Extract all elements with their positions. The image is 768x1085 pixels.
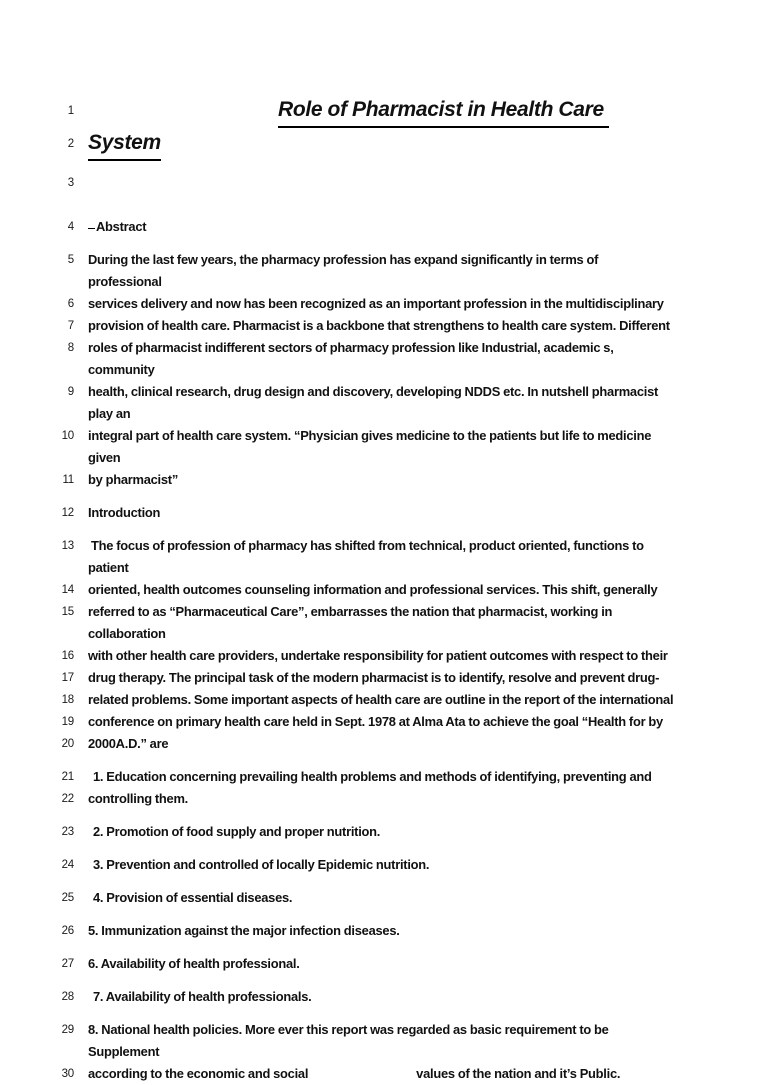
- introduction-line: [0, 535, 768, 579]
- document-title-line-2: [88, 128, 674, 161]
- spacer: [0, 975, 768, 986]
- list-item: [0, 986, 768, 1008]
- list-item-continuation: [0, 1063, 768, 1085]
- line-number: 26: [61, 925, 74, 937]
- document-title-line-1: [88, 95, 674, 128]
- introduction-line: [0, 579, 768, 601]
- introduction-line-text: referred to as “Pharmaceutical Care”, embarrasses the nation that pharmacist, working in collaboration: [88, 604, 616, 641]
- list-item-text: 6. Availability of health professional.: [88, 956, 300, 971]
- abstract-heading: [88, 216, 674, 238]
- introduction-heading-row: [0, 502, 768, 524]
- list-item-text-split: [88, 1063, 674, 1085]
- list-item-text: 8. National health policies. More ever this report was regarded as basic requirement to be Supplement: [88, 1022, 612, 1059]
- list-item: [0, 953, 768, 975]
- introduction-line: [0, 601, 768, 645]
- introduction-line: [0, 689, 768, 711]
- spacer: [0, 194, 768, 205]
- line-number: 9: [67, 386, 74, 398]
- line-number: 14: [61, 584, 74, 596]
- line-number: 12: [61, 507, 74, 519]
- line-number: 24: [61, 859, 74, 871]
- list-item-text: 3. Prevention and controlled of locally Epidemic nutrition.: [93, 857, 430, 872]
- list-item-text: controlling them.: [88, 791, 189, 806]
- line-number: 20: [61, 738, 74, 750]
- line-number: 30: [61, 1068, 74, 1080]
- list-item-text-part-1: according to the economic and social: [88, 1066, 309, 1081]
- blank-line-row: [0, 172, 768, 194]
- spacer: [0, 876, 768, 887]
- abstract-line-text: integral part of health care system. “Physician gives medicine to the patients but life to medicine given: [88, 428, 655, 465]
- line-number: 16: [61, 650, 74, 662]
- line-number: 22: [61, 793, 74, 805]
- list-item: [0, 766, 768, 788]
- title-row-2: [0, 128, 768, 161]
- introduction-line: [0, 645, 768, 667]
- leading-underscore-mark: [88, 228, 95, 229]
- introduction-line: [0, 733, 768, 755]
- document-body: [0, 95, 768, 1085]
- abstract-line-text: During the last few years, the pharmacy profession has expand significantly in terms of professional: [88, 252, 602, 289]
- line-number: 13: [61, 540, 74, 552]
- line-number: 8: [67, 342, 74, 354]
- line-number: 25: [61, 892, 74, 904]
- abstract-line-text: provision of health care. Pharmacist is a backbone that strengthens to health care system. Different: [88, 318, 670, 333]
- list-item-text: 2. Promotion of food supply and proper nutrition.: [93, 824, 381, 839]
- list-item: [0, 821, 768, 843]
- list-item: [0, 920, 768, 942]
- line-number: 5: [67, 254, 74, 266]
- line-number: 29: [61, 1024, 74, 1036]
- abstract-line-text: roles of pharmacist indifferent sectors of pharmacy profession like Industrial, academic s, community: [88, 340, 617, 377]
- introduction-line: [0, 711, 768, 733]
- introduction-line-text: 2000A.D.” are: [88, 736, 169, 751]
- line-number: 19: [61, 716, 74, 728]
- abstract-line-text: services delivery and now has been recognized as an important profession in the multidisciplinary: [88, 296, 664, 311]
- abstract-line: [0, 425, 768, 469]
- list-item-text: 5. Immunization against the major infection diseases.: [88, 923, 400, 938]
- abstract-line: [0, 381, 768, 425]
- introduction-line: [0, 667, 768, 689]
- line-number: 2: [67, 138, 74, 150]
- line-number: 18: [61, 694, 74, 706]
- spacer: [0, 810, 768, 821]
- line-number: 21: [61, 771, 74, 783]
- spacer: [0, 755, 768, 766]
- introduction-heading: Introduction: [88, 505, 161, 520]
- spacer: [0, 238, 768, 249]
- list-item-text-part-2: values of the nation and it’s Public.: [416, 1066, 621, 1081]
- spacer: [0, 942, 768, 953]
- spacer: [0, 524, 768, 535]
- abstract-line: [0, 469, 768, 491]
- list-item-continuation: [0, 788, 768, 810]
- line-number: 7: [67, 320, 74, 332]
- list-item-text: 1. Education concerning prevailing health problems and methods of identifying, preventing and: [93, 769, 652, 784]
- spacer: [0, 161, 768, 172]
- line-number: 11: [62, 474, 74, 486]
- line-number: 10: [61, 430, 74, 442]
- introduction-line-text: conference on primary health care held in Sept. 1978 at Alma Ata to achieve the goal “Health for by: [88, 714, 663, 729]
- spacer: [0, 491, 768, 502]
- abstract-line: [0, 315, 768, 337]
- list-item: [0, 887, 768, 909]
- abstract-line-text: health, clinical research, drug design and discovery, developing NDDS etc. In nutshell pharmacist play an: [88, 384, 662, 421]
- list-item: [0, 854, 768, 876]
- abstract-line: [0, 293, 768, 315]
- list-item: [0, 1019, 768, 1063]
- introduction-line-text: with other health care providers, undertake responsibility for patient outcomes with respect to their: [88, 648, 668, 663]
- line-number: 6: [67, 298, 74, 310]
- abstract-heading-row: [0, 216, 768, 238]
- spacer: [0, 843, 768, 854]
- introduction-line-text: The focus of profession of pharmacy has shifted from technical, product oriented, functions to patient: [88, 538, 647, 575]
- spacer: [0, 1008, 768, 1019]
- line-number: 1: [67, 105, 74, 117]
- spacer: [0, 909, 768, 920]
- blank-line-text: [88, 172, 674, 194]
- abstract-heading-label: Abstract: [96, 219, 147, 234]
- abstract-line-text: by pharmacist”: [88, 472, 179, 487]
- line-number: 17: [61, 672, 74, 684]
- spacer: [0, 205, 768, 216]
- page-title: Role of Pharmacist in Health Care: [278, 95, 609, 128]
- line-number: 4: [67, 221, 74, 233]
- line-number: 15: [61, 606, 74, 618]
- introduction-line-text: related problems. Some important aspects of health care are outline in the report of the international: [88, 692, 674, 707]
- abstract-line: [0, 249, 768, 293]
- introduction-line-text: drug therapy. The principal task of the modern pharmacist is to identify, resolve and prevent drug-: [88, 670, 660, 685]
- page-title-continued: System: [88, 128, 161, 161]
- line-number: 27: [61, 958, 74, 970]
- list-item-text: 7. Availability of health professionals.: [93, 989, 312, 1004]
- list-item-text: 4. Provision of essential diseases.: [93, 890, 293, 905]
- line-number: 28: [61, 991, 74, 1003]
- line-number: 23: [61, 826, 74, 838]
- abstract-line: [0, 337, 768, 381]
- introduction-line-text: oriented, health outcomes counseling information and professional services. This shift, generally: [88, 582, 658, 597]
- line-number: 3: [67, 177, 74, 189]
- title-row-1: [0, 95, 768, 128]
